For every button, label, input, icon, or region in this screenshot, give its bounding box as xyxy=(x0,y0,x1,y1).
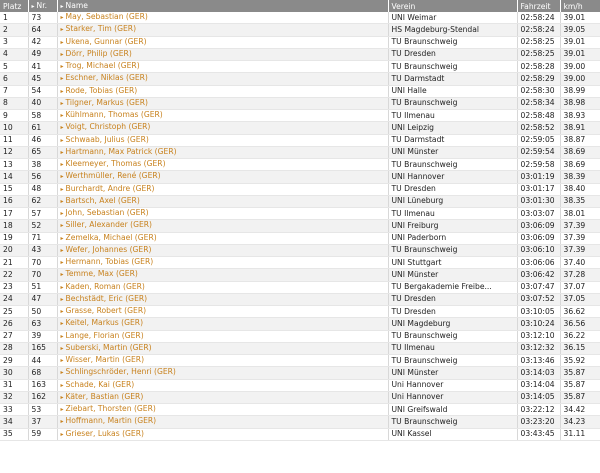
bib-number-cell: 61 xyxy=(28,122,57,134)
table-row[interactable] xyxy=(0,36,600,48)
table-row[interactable] xyxy=(0,24,600,36)
rank-cell: 9 xyxy=(0,110,28,122)
time-cell: 03:14:04 xyxy=(517,379,560,391)
club-cell: UNI Halle xyxy=(388,85,517,97)
rider-name-link[interactable]: ▸ Keitel, Markus (GER) xyxy=(57,318,388,330)
rank-cell: 31 xyxy=(0,379,28,391)
speed-cell: 31.11 xyxy=(560,428,600,440)
speed-cell: 38.99 xyxy=(560,85,600,97)
club-cell: UNI Kassel xyxy=(388,428,517,440)
club-cell: TU Ilmenau xyxy=(388,342,517,354)
bib-number-cell: 54 xyxy=(28,85,57,97)
bib-number-cell: 58 xyxy=(28,110,57,122)
row-arrow-icon: ▸ xyxy=(60,161,64,168)
bib-number-cell: 53 xyxy=(28,404,57,416)
time-cell: 03:06:09 xyxy=(517,220,560,232)
rank-cell: 29 xyxy=(0,355,28,367)
rank-cell: 10 xyxy=(0,122,28,134)
time-cell: 02:58:29 xyxy=(517,73,560,85)
bib-number-cell: 40 xyxy=(28,97,57,109)
table-row[interactable] xyxy=(0,12,600,24)
table-row[interactable] xyxy=(0,85,600,97)
club-cell: Uni Hannover xyxy=(388,391,517,403)
speed-cell: 37.39 xyxy=(560,232,600,244)
time-cell: 03:06:09 xyxy=(517,232,560,244)
rank-cell: 20 xyxy=(0,244,28,256)
table-row[interactable] xyxy=(0,220,600,232)
time-cell: 03:14:03 xyxy=(517,367,560,379)
table-row[interactable] xyxy=(0,367,600,379)
row-arrow-icon: ▸ xyxy=(60,222,64,230)
table-row[interactable] xyxy=(0,391,600,403)
club-cell: TU Ilmenau xyxy=(388,110,517,122)
speed-cell: 35.92 xyxy=(560,355,600,367)
bib-number-cell: 63 xyxy=(28,318,57,330)
rider-name-link[interactable]: ▸ Lange, Florian (GER) xyxy=(57,330,388,342)
club-cell: UNI Münster xyxy=(388,367,517,379)
speed-cell: 39.00 xyxy=(560,73,600,85)
rider-name-link[interactable]: ▸ Hermann, Tobias (GER) xyxy=(57,257,388,269)
speed-cell: 36.56 xyxy=(560,318,600,330)
table-row[interactable] xyxy=(0,404,600,416)
bib-number-cell: 50 xyxy=(28,306,57,318)
bib-number-cell: 73 xyxy=(28,12,57,24)
table-row[interactable] xyxy=(0,269,600,281)
column-header-kmh[interactable]: km/h xyxy=(560,0,600,12)
time-cell: 02:58:30 xyxy=(517,85,560,97)
rider-name-link[interactable]: ▸ Ukena, Gunnar (GER) xyxy=(57,36,388,48)
bib-number-cell: 41 xyxy=(28,61,57,73)
speed-cell: 37.28 xyxy=(560,269,600,281)
row-arrow-icon: ▸ xyxy=(60,26,64,34)
table-row[interactable] xyxy=(0,73,600,85)
row-arrow-icon: ▸ xyxy=(60,136,64,144)
time-cell: 03:10:24 xyxy=(517,318,560,330)
table-row[interactable] xyxy=(0,146,600,158)
bib-number-cell: 71 xyxy=(28,232,57,244)
rider-name-link[interactable]: ▸ Temme, Max (GER) xyxy=(57,269,388,281)
rank-cell: 27 xyxy=(0,330,28,342)
time-cell: 03:12:10 xyxy=(517,330,560,342)
speed-cell: 38.87 xyxy=(560,134,600,146)
row-arrow-icon: ▸ xyxy=(60,430,64,438)
rider-name-link[interactable]: ▸ Zemelka, Michael (GER) xyxy=(57,232,388,244)
rider-name-link[interactable]: ▸ May, Sebastian (GER) xyxy=(57,12,388,24)
row-arrow-icon: ▸ xyxy=(60,271,64,279)
rank-cell: 14 xyxy=(0,171,28,183)
bib-number-cell: 47 xyxy=(28,293,57,305)
table-row[interactable] xyxy=(0,281,600,293)
rank-cell: 34 xyxy=(0,416,28,428)
bib-number-cell: 59 xyxy=(28,428,57,440)
row-arrow-icon: ▸ xyxy=(60,197,64,205)
speed-cell: 38.39 xyxy=(560,171,600,183)
speed-cell: 38.01 xyxy=(560,208,600,220)
rider-name-link[interactable]: ▸ Ziebart, Thorsten (GER) xyxy=(57,404,388,416)
club-cell: UNI Magdeburg xyxy=(388,318,517,330)
time-cell: 03:13:46 xyxy=(517,355,560,367)
rider-name-link[interactable]: ▸ Siller, Alexander (GER) xyxy=(57,220,388,232)
speed-cell: 34.23 xyxy=(560,416,600,428)
row-arrow-icon: ▸ xyxy=(60,259,64,266)
rank-cell: 18 xyxy=(0,220,28,232)
club-cell: TU Darmstadt xyxy=(388,73,517,85)
time-cell: 03:23:20 xyxy=(517,416,560,428)
time-cell: 02:58:24 xyxy=(517,24,560,36)
speed-cell: 35.87 xyxy=(560,367,600,379)
results-table-body xyxy=(0,12,600,440)
rider-name-link[interactable]: ▸ Kühlmann, Thomas (GER) xyxy=(57,110,388,122)
row-arrow-icon: ▸ xyxy=(60,283,64,291)
club-cell: TU Dresden xyxy=(388,306,517,318)
rank-cell: 11 xyxy=(0,134,28,146)
rider-name-link[interactable]: ▸ Hoffmann, Martin (GER) xyxy=(57,416,388,428)
rider-name-link[interactable]: ▸ Werthmüller, René (GER) xyxy=(57,171,388,183)
time-cell: 03:06:10 xyxy=(517,244,560,256)
row-arrow-icon: ▸ xyxy=(60,185,64,193)
time-cell: 03:06:06 xyxy=(517,257,560,269)
time-cell: 02:59:58 xyxy=(517,159,560,171)
rank-cell: 12 xyxy=(0,146,28,158)
table-row[interactable] xyxy=(0,97,600,109)
table-row[interactable] xyxy=(0,428,600,440)
speed-cell: 35.87 xyxy=(560,391,600,403)
row-arrow-icon: ▸ xyxy=(60,99,64,107)
club-cell: UNI Münster xyxy=(388,146,517,158)
row-arrow-icon: ▸ xyxy=(60,357,64,364)
speed-cell: 38.69 xyxy=(560,159,600,171)
club-cell: TU Darmstadt xyxy=(388,134,517,146)
time-cell: 03:14:05 xyxy=(517,391,560,403)
bib-number-cell: 52 xyxy=(28,220,57,232)
row-arrow-icon: ▸ xyxy=(60,320,64,328)
rank-cell: 23 xyxy=(0,281,28,293)
speed-cell: 39.01 xyxy=(560,12,600,24)
speed-cell: 38.69 xyxy=(560,146,600,158)
row-arrow-icon: ▸ xyxy=(60,75,64,83)
row-arrow-icon: ▸ xyxy=(60,246,64,254)
row-arrow-icon: ▸ xyxy=(60,38,64,46)
club-cell: TU Braunschweig xyxy=(388,355,517,367)
club-cell: HS Magdeburg-Stendal xyxy=(388,24,517,36)
bib-number-cell: 51 xyxy=(28,281,57,293)
speed-cell: 38.98 xyxy=(560,97,600,109)
rank-cell: 24 xyxy=(0,293,28,305)
table-row[interactable] xyxy=(0,122,600,134)
rider-name-link[interactable]: ▸ Schwaab, Julius (GER) xyxy=(57,134,388,146)
results-table-header xyxy=(0,0,600,12)
bib-number-cell: 165 xyxy=(28,342,57,354)
row-arrow-icon: ▸ xyxy=(60,210,64,217)
bib-number-cell: 62 xyxy=(28,195,57,207)
bib-number-cell: 163 xyxy=(28,379,57,391)
bib-number-cell: 68 xyxy=(28,367,57,379)
rank-cell: 3 xyxy=(0,36,28,48)
column-header-platz[interactable]: Platz xyxy=(0,0,28,12)
club-cell: UNI Weimar xyxy=(388,12,517,24)
rider-name-link[interactable]: ▸ Eschner, Niklas (GER) xyxy=(57,73,388,85)
bib-number-cell: 43 xyxy=(28,244,57,256)
club-cell: TU Braunschweig xyxy=(388,330,517,342)
table-row[interactable] xyxy=(0,318,600,330)
bib-number-cell: 46 xyxy=(28,134,57,146)
speed-cell: 39.00 xyxy=(560,61,600,73)
speed-cell: 36.22 xyxy=(560,330,600,342)
row-arrow-icon: ▸ xyxy=(60,234,64,242)
row-arrow-icon: ▸ xyxy=(60,87,64,95)
table-row[interactable] xyxy=(0,110,600,122)
table-row[interactable] xyxy=(0,330,600,342)
time-cell: 02:58:28 xyxy=(517,61,560,73)
time-cell: 02:58:24 xyxy=(517,12,560,24)
rank-cell: 2 xyxy=(0,24,28,36)
rider-name-link[interactable]: ▸ Käter, Bastian (GER) xyxy=(57,391,388,403)
time-cell: 02:59:05 xyxy=(517,134,560,146)
club-cell: UNI Leipzig xyxy=(388,122,517,134)
table-row[interactable] xyxy=(0,342,600,354)
time-cell: 02:58:25 xyxy=(517,36,560,48)
row-arrow-icon: ▸ xyxy=(60,112,64,119)
rank-cell: 19 xyxy=(0,232,28,244)
rank-cell: 7 xyxy=(0,85,28,97)
club-cell: TU Ilmenau xyxy=(388,208,517,220)
time-cell: 02:58:25 xyxy=(517,48,560,60)
table-row[interactable] xyxy=(0,171,600,183)
rank-cell: 8 xyxy=(0,97,28,109)
time-cell: 03:01:19 xyxy=(517,171,560,183)
row-arrow-icon: ▸ xyxy=(60,406,64,413)
bib-number-cell: 162 xyxy=(28,391,57,403)
bib-number-cell: 44 xyxy=(28,355,57,367)
rider-name-link[interactable]: ▸ Hartmann, Max Patrick (GER) xyxy=(57,146,388,158)
table-row[interactable] xyxy=(0,257,600,269)
row-arrow-icon: ▸ xyxy=(60,14,64,21)
rider-name-link[interactable]: ▸ Schlingschröder, Henri (GER) xyxy=(57,367,388,379)
rider-name-link[interactable]: ▸ Rode, Tobias (GER) xyxy=(57,85,388,97)
column-header-fahrzeit[interactable]: Fahrzeit xyxy=(517,0,560,12)
row-arrow-icon: ▸ xyxy=(60,381,64,389)
bib-number-cell: 39 xyxy=(28,330,57,342)
rider-name-link[interactable]: ▸ Grasse, Robert (GER) xyxy=(57,306,388,318)
table-row[interactable] xyxy=(0,48,600,60)
bib-number-cell: 42 xyxy=(28,36,57,48)
sort-arrow-icon: ▸ xyxy=(60,3,64,10)
rider-name-link[interactable]: ▸ Tilgner, Markus (GER) xyxy=(57,97,388,109)
speed-cell: 39.01 xyxy=(560,48,600,60)
rank-cell: 35 xyxy=(0,428,28,440)
club-cell: UNI Stuttgart xyxy=(388,257,517,269)
rider-name-link[interactable]: ▸ John, Sebastian (GER) xyxy=(57,208,388,220)
row-arrow-icon: ▸ xyxy=(60,344,64,352)
sort-arrow-icon: ▸ xyxy=(31,3,35,10)
time-cell: 03:03:07 xyxy=(517,208,560,220)
row-arrow-icon: ▸ xyxy=(60,295,64,303)
rider-name-link[interactable]: ▸ Bechstädt, Eric (GER) xyxy=(57,293,388,305)
rider-name-link[interactable]: ▸ Trog, Michael (GER) xyxy=(57,61,388,73)
bib-number-cell: 64 xyxy=(28,24,57,36)
time-cell: 03:07:47 xyxy=(517,281,560,293)
club-cell: TU Dresden xyxy=(388,183,517,195)
rank-cell: 25 xyxy=(0,306,28,318)
speed-cell: 39.05 xyxy=(560,24,600,36)
speed-cell: 37.40 xyxy=(560,257,600,269)
table-row[interactable] xyxy=(0,208,600,220)
club-cell: TU Braunschweig xyxy=(388,159,517,171)
rider-name-link[interactable]: ▸ Burchardt, Andre (GER) xyxy=(57,183,388,195)
speed-cell: 37.07 xyxy=(560,281,600,293)
time-cell: 02:59:54 xyxy=(517,146,560,158)
time-cell: 03:22:12 xyxy=(517,404,560,416)
table-row[interactable] xyxy=(0,293,600,305)
rank-cell: 30 xyxy=(0,367,28,379)
rider-name-link[interactable]: ▸ Kaden, Roman (GER) xyxy=(57,281,388,293)
club-cell: UNI Münster xyxy=(388,269,517,281)
table-row[interactable] xyxy=(0,306,600,318)
row-arrow-icon: ▸ xyxy=(60,418,64,426)
table-row[interactable] xyxy=(0,355,600,367)
club-cell: UNI Lüneburg xyxy=(388,195,517,207)
rider-name-link[interactable]: ▸ Wefer, Johannes (GER) xyxy=(57,244,388,256)
column-header-verein[interactable]: Verein xyxy=(388,0,517,12)
time-cell: 02:58:34 xyxy=(517,97,560,109)
rider-name-link[interactable]: ▸ Bartsch, Axel (GER) xyxy=(57,195,388,207)
rank-cell: 22 xyxy=(0,269,28,281)
time-cell: 03:07:52 xyxy=(517,293,560,305)
rider-name-link[interactable]: ▸ Starker, Tim (GER) xyxy=(57,24,388,36)
column-header-nr[interactable]: ▸ Nr. xyxy=(28,0,57,12)
bib-number-cell: 48 xyxy=(28,183,57,195)
rank-cell: 32 xyxy=(0,391,28,403)
speed-cell: 38.91 xyxy=(560,122,600,134)
rank-cell: 4 xyxy=(0,48,28,60)
table-row[interactable] xyxy=(0,416,600,428)
table-row[interactable] xyxy=(0,195,600,207)
row-arrow-icon: ▸ xyxy=(60,369,64,377)
speed-cell: 36.62 xyxy=(560,306,600,318)
club-cell: UNI Hannover xyxy=(388,171,517,183)
bib-number-cell: 38 xyxy=(28,159,57,171)
speed-cell: 39.01 xyxy=(560,36,600,48)
rider-name-link[interactable]: ▸ Suberski, Martin (GER) xyxy=(57,342,388,354)
table-row[interactable] xyxy=(0,61,600,73)
club-cell: TU Dresden xyxy=(388,48,517,60)
table-row[interactable] xyxy=(0,134,600,146)
bib-number-cell: 37 xyxy=(28,416,57,428)
bib-number-cell: 56 xyxy=(28,171,57,183)
club-cell: UNI Paderborn xyxy=(388,232,517,244)
time-cell: 03:01:30 xyxy=(517,195,560,207)
bib-number-cell: 45 xyxy=(28,73,57,85)
row-arrow-icon: ▸ xyxy=(60,50,64,58)
club-cell: TU Braunschweig xyxy=(388,97,517,109)
rank-cell: 21 xyxy=(0,257,28,269)
speed-cell: 37.39 xyxy=(560,244,600,256)
club-cell: UNI Freiburg xyxy=(388,220,517,232)
rank-cell: 6 xyxy=(0,73,28,85)
time-cell: 02:58:52 xyxy=(517,122,560,134)
rank-cell: 17 xyxy=(0,208,28,220)
club-cell: TU Braunschweig xyxy=(388,61,517,73)
bib-number-cell: 65 xyxy=(28,146,57,158)
rank-cell: 1 xyxy=(0,12,28,24)
rider-name-link[interactable]: ▸ Schade, Kai (GER) xyxy=(57,379,388,391)
column-header-name[interactable]: ▸ Name xyxy=(57,0,388,12)
time-cell: 03:06:42 xyxy=(517,269,560,281)
speed-cell: 34.42 xyxy=(560,404,600,416)
bib-number-cell: 57 xyxy=(28,208,57,220)
rank-cell: 5 xyxy=(0,61,28,73)
club-cell: Uni Hannover xyxy=(388,379,517,391)
club-cell: TU Braunschweig xyxy=(388,36,517,48)
bib-number-cell: 70 xyxy=(28,257,57,269)
club-cell: TU Bergakademie Freibe... xyxy=(388,281,517,293)
rank-cell: 26 xyxy=(0,318,28,330)
club-cell: TU Braunschweig xyxy=(388,244,517,256)
rank-cell: 33 xyxy=(0,404,28,416)
rank-cell: 15 xyxy=(0,183,28,195)
time-cell: 02:58:48 xyxy=(517,110,560,122)
table-row[interactable] xyxy=(0,159,600,171)
rank-cell: 16 xyxy=(0,195,28,207)
rider-name-link[interactable]: ▸ Wisser, Martin (GER) xyxy=(57,355,388,367)
row-arrow-icon: ▸ xyxy=(60,393,64,401)
row-arrow-icon: ▸ xyxy=(60,63,64,70)
time-cell: 03:10:05 xyxy=(517,306,560,318)
club-cell: TU Dresden xyxy=(388,293,517,305)
time-cell: 03:43:45 xyxy=(517,428,560,440)
table-row[interactable] xyxy=(0,244,600,256)
speed-cell: 38.35 xyxy=(560,195,600,207)
rider-name-link[interactable]: ▸ Voigt, Christoph (GER) xyxy=(57,122,388,134)
rider-name-link[interactable]: ▸ Grieser, Lukas (GER) xyxy=(57,428,388,440)
speed-cell: 38.40 xyxy=(560,183,600,195)
speed-cell: 35.87 xyxy=(560,379,600,391)
time-cell: 03:01:17 xyxy=(517,183,560,195)
row-arrow-icon: ▸ xyxy=(60,308,64,315)
club-cell: TU Braunschweig xyxy=(388,416,517,428)
club-cell: UNI Greifswald xyxy=(388,404,517,416)
row-arrow-icon: ▸ xyxy=(60,148,64,156)
rank-cell: 28 xyxy=(0,342,28,354)
speed-cell: 37.05 xyxy=(560,293,600,305)
rider-name-link[interactable]: ▸ Dörr, Philip (GER) xyxy=(57,48,388,60)
row-arrow-icon: ▸ xyxy=(60,173,64,181)
speed-cell: 38.93 xyxy=(560,110,600,122)
table-row[interactable] xyxy=(0,183,600,195)
time-cell: 03:12:32 xyxy=(517,342,560,354)
rider-name-link[interactable]: ▸ Kleemeyer, Thomas (GER) xyxy=(57,159,388,171)
table-row[interactable] xyxy=(0,232,600,244)
row-arrow-icon: ▸ xyxy=(60,124,64,132)
row-arrow-icon: ▸ xyxy=(60,332,64,340)
speed-cell: 37.39 xyxy=(560,220,600,232)
table-row[interactable] xyxy=(0,379,600,391)
rank-cell: 13 xyxy=(0,159,28,171)
bib-number-cell: 49 xyxy=(28,48,57,60)
bib-number-cell: 70 xyxy=(28,269,57,281)
speed-cell: 36.15 xyxy=(560,342,600,354)
